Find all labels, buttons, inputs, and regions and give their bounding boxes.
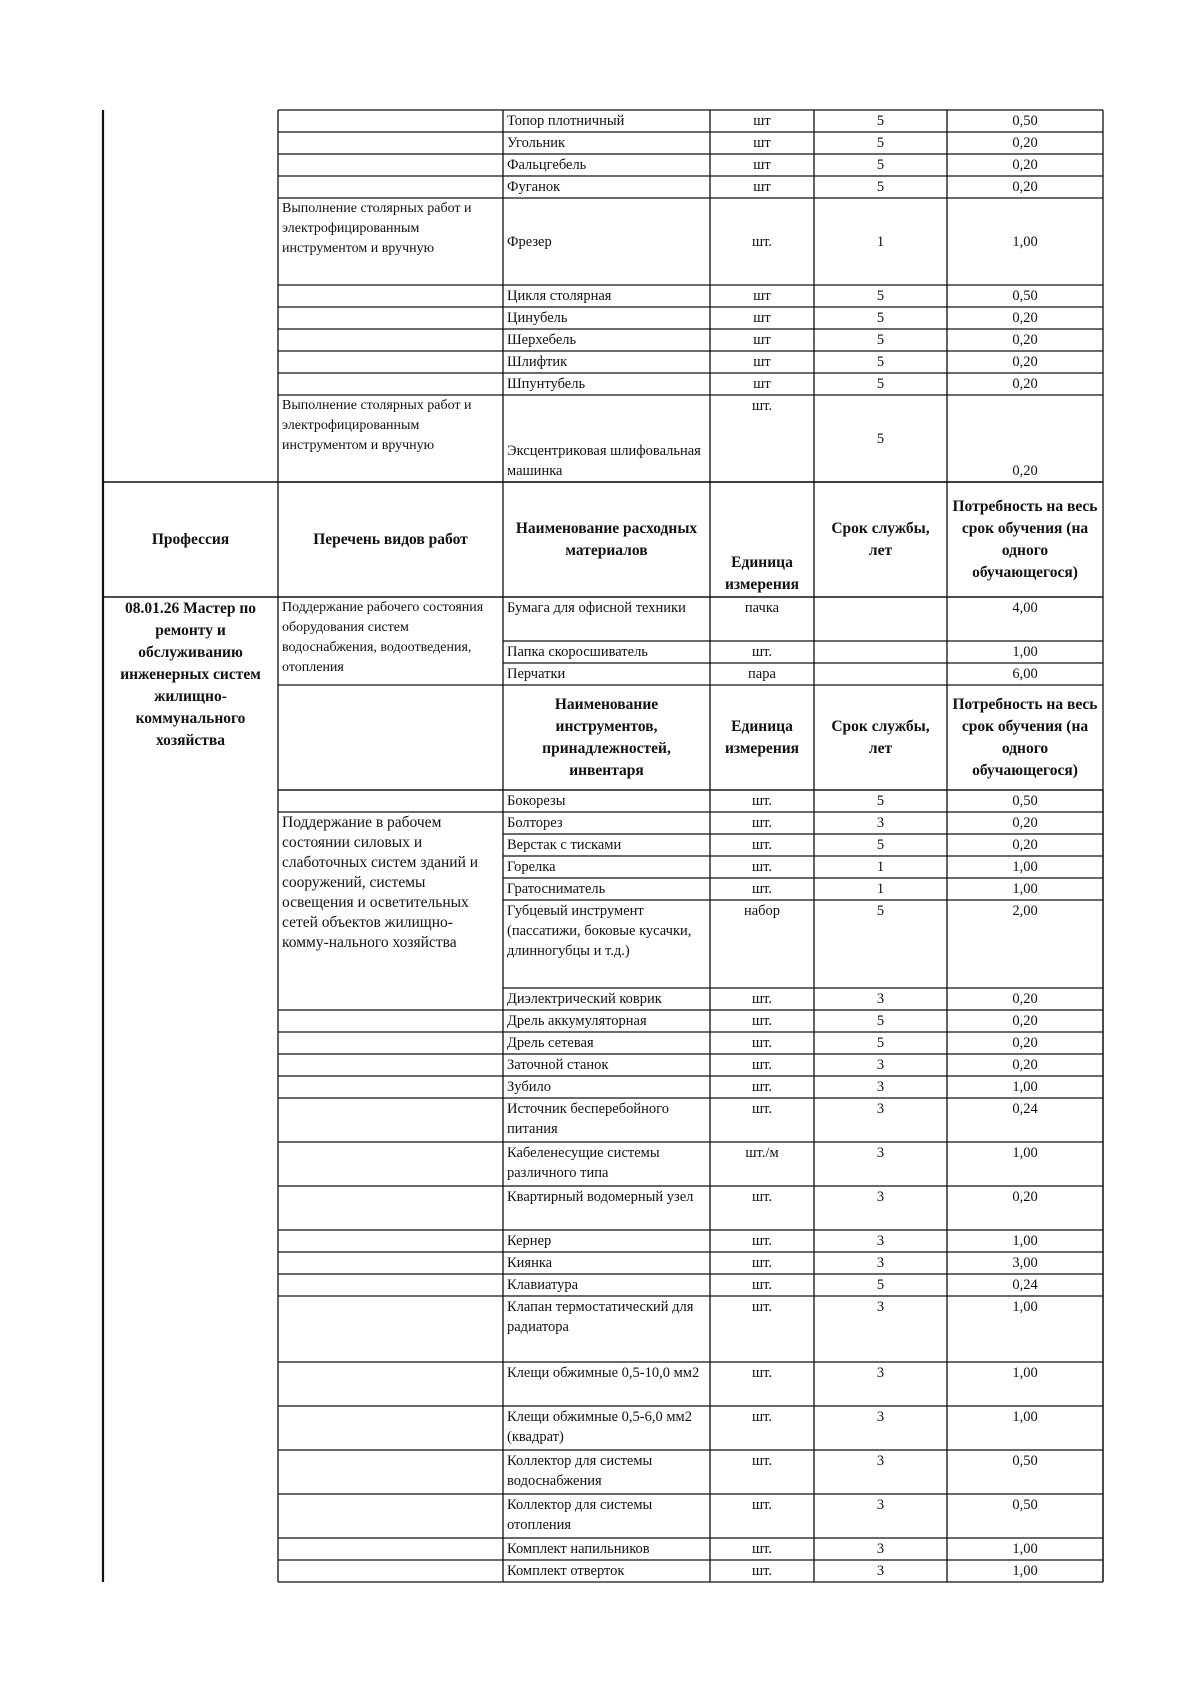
service-life-cell: 3 — [876, 1255, 885, 1271]
tool-name-cell: Клещи обжимные 0,5-10,0 мм2 — [507, 1365, 700, 1381]
service-life-cell: 5 — [876, 354, 885, 370]
requirement-cell: 3,00 — [1012, 1255, 1038, 1271]
unit-cell: шт — [753, 113, 771, 129]
work-type-cell: Поддержание в рабочем состоянии силовых и слаботочных систем зданий и сооружений, системы освещения и осветительных сетей объектов жилищно-комму-нального хозяйства — [282, 814, 479, 951]
service-life-cell: 5 — [876, 837, 885, 853]
item-name-cell: Шпунтубель — [507, 376, 586, 392]
requirement-cell: 0,20 — [1012, 135, 1038, 151]
header-materials: Наименование расходных материалов — [515, 519, 698, 559]
requirement-cell: 1,00 — [1012, 881, 1038, 897]
unit-cell: шт. — [751, 1013, 773, 1029]
tool-name-cell: Кернер — [507, 1233, 552, 1249]
tool-name-cell: Дрель аккумуляторная — [507, 1013, 647, 1029]
material-name-cell: Перчатки — [507, 666, 566, 682]
tool-name-cell: Комплект отверток — [507, 1563, 625, 1579]
requirement-cell: 1,00 — [1012, 233, 1038, 250]
requirement-cell: 0,20 — [1012, 310, 1038, 326]
unit-cell: шт — [753, 332, 771, 348]
tool-name-cell: Клещи обжимные 0,5-6,0 мм2 (квадрат) — [507, 1409, 692, 1445]
tool-name-cell: Киянка — [507, 1255, 553, 1271]
unit-cell: шт. — [751, 1453, 773, 1469]
requirement-cell: 4,00 — [1012, 600, 1038, 616]
service-life-cell: 1 — [876, 859, 885, 875]
tool-name-cell: Зубило — [507, 1079, 551, 1095]
service-life-cell: 3 — [876, 1079, 885, 1095]
service-life-cell: 1 — [876, 881, 885, 897]
header-service-life: Срок службы, лет — [831, 717, 930, 757]
unit-cell: шт. — [751, 859, 773, 875]
requirement-cell: 0,20 — [1012, 837, 1038, 853]
item-name-cell: Шерхебель — [507, 332, 577, 348]
unit-cell: шт. — [751, 1079, 773, 1095]
requirement-cell: 1,00 — [1012, 1409, 1038, 1425]
service-life-cell: 3 — [876, 1497, 885, 1513]
tool-name-cell: Гратосниматель — [507, 881, 606, 897]
service-life-cell: 3 — [876, 815, 885, 831]
item-name-cell: Цикля столярная — [507, 288, 612, 304]
service-life-cell: 3 — [876, 1541, 885, 1557]
tool-name-cell: Комплект напильников — [507, 1541, 650, 1557]
service-life-cell: 5 — [876, 135, 885, 151]
tool-name-cell: Клавиатура — [507, 1277, 579, 1293]
tool-name-cell: Дрель сетевая — [507, 1035, 594, 1051]
service-life-cell: 5 — [876, 179, 885, 195]
header-requirement: Потребность на весь срок обучения (на одного обучающегося) — [952, 695, 1098, 779]
service-life-cell: 3 — [876, 1299, 885, 1315]
tool-name-cell: Коллектор для системы отопления — [507, 1497, 653, 1533]
service-life-cell: 5 — [876, 1013, 885, 1029]
unit-cell: шт. — [751, 1541, 773, 1557]
tool-name-cell: Бокорезы — [507, 793, 566, 809]
service-life-cell: 3 — [876, 1365, 885, 1381]
service-life-cell: 3 — [876, 1145, 885, 1161]
requirement-cell: 0,50 — [1012, 113, 1038, 129]
unit-cell: шт. — [751, 1057, 773, 1073]
unit-cell: пачка — [744, 600, 780, 616]
service-life-cell: 1 — [876, 233, 885, 250]
service-life-cell: 5 — [876, 793, 885, 809]
service-life-cell: 5 — [876, 1035, 885, 1051]
service-life-cell: 3 — [876, 1563, 885, 1579]
work-type-cell: Выполнение столярных работ и электрофицированным инструментом и вручную — [282, 201, 472, 256]
unit-cell: шт — [753, 157, 771, 173]
unit-cell: шт. — [751, 644, 773, 660]
service-life-cell: 3 — [876, 1189, 885, 1205]
service-life-cell: 3 — [876, 991, 885, 1007]
service-life-cell: 5 — [876, 157, 885, 173]
material-name-cell: Папка скоросшиватель — [507, 644, 648, 660]
tool-name-cell: Губцевый инструмент (пассатижи, боковые кусачки, длинногубцы и т.д.) — [507, 903, 692, 959]
requirement-cell: 1,00 — [1012, 1299, 1038, 1315]
requirement-cell: 2,00 — [1012, 903, 1038, 919]
header-tools: Наименование инструментов, принадлежностей, инвентаря — [542, 695, 671, 779]
unit-cell: шт. — [751, 837, 773, 853]
tool-name-cell: Коллектор для системы водоснабжения — [507, 1453, 653, 1489]
item-name-cell: Фуганок — [507, 179, 561, 195]
header-works: Перечень видов работ — [313, 530, 468, 548]
requirement-cell: 0,50 — [1012, 1497, 1038, 1513]
tool-name-cell: Диэлектрический коврик — [507, 991, 662, 1007]
unit-cell: шт. — [751, 1277, 773, 1293]
unit-cell: шт. — [751, 1497, 773, 1513]
requirement-cell: 6,00 — [1012, 666, 1038, 682]
service-life-cell: 3 — [876, 1101, 885, 1117]
item-name-cell: Топор плотничный — [507, 113, 625, 129]
service-life-cell: 5 — [876, 376, 885, 392]
profession-name: 08.01.26 Мастер по ремонту и обслуживанию инженерных систем жилищно-коммунального хозяйства — [120, 600, 261, 749]
unit-cell: шт./м — [745, 1145, 779, 1161]
unit-cell: шт — [753, 135, 771, 151]
unit-cell: шт. — [751, 815, 773, 831]
unit-cell: шт. — [751, 1233, 773, 1249]
requirement-cell: 0,20 — [1012, 157, 1038, 173]
unit-cell: шт. — [751, 1101, 773, 1117]
requirement-cell: 1,00 — [1012, 1563, 1038, 1579]
requirement-cell: 1,00 — [1012, 859, 1038, 875]
requirement-cell: 1,00 — [1012, 1365, 1038, 1381]
requirement-cell: 0,20 — [1012, 179, 1038, 195]
unit-cell: шт. — [751, 1035, 773, 1051]
item-name-cell: Цинубель — [507, 310, 568, 326]
service-life-cell: 5 — [876, 310, 885, 326]
unit-cell: шт. — [751, 398, 773, 414]
requirement-cell: 0,20 — [1012, 1013, 1038, 1029]
requirement-cell: 0,20 — [1012, 815, 1038, 831]
header-profession: Профессия — [151, 530, 230, 548]
work-type-cell: Поддержание рабочего состояния оборудования систем водоснабжения, водоотведения, отопления — [282, 600, 484, 675]
service-life-cell: 3 — [876, 1453, 885, 1469]
requirement-cell: 1,00 — [1012, 1541, 1038, 1557]
unit-cell: шт — [753, 310, 771, 326]
requirement-cell: 0,24 — [1012, 1101, 1038, 1117]
tool-name-cell: Кабеленесущие системы различного типа — [507, 1145, 660, 1181]
unit-cell: шт. — [751, 793, 773, 809]
requirement-cell: 0,20 — [1012, 463, 1038, 479]
unit-cell: шт. — [751, 233, 773, 250]
tool-name-cell: Верстак с тисками — [507, 837, 622, 853]
requirement-cell: 0,50 — [1012, 793, 1038, 809]
service-life-cell: 3 — [876, 1409, 885, 1425]
requirement-cell: 0,50 — [1012, 288, 1038, 304]
tool-name-cell: Горелка — [507, 859, 556, 875]
material-name-cell: Бумага для офисной техники — [507, 600, 686, 616]
requirement-cell: 0,20 — [1012, 1035, 1038, 1051]
requirement-cell: 0,20 — [1012, 376, 1038, 392]
header-unit: Единица измерения — [724, 554, 800, 593]
work-type-cell: Выполнение столярных работ и электрофицированным инструментом и вручную — [282, 398, 472, 453]
tool-name-cell: Клапан термостатический для радиатора — [507, 1299, 694, 1335]
requirement-cell: 0,20 — [1012, 354, 1038, 370]
unit-cell: шт — [753, 376, 771, 392]
header-unit: Единица измерения — [724, 717, 800, 757]
requirement-cell: 1,00 — [1012, 1079, 1038, 1095]
unit-cell: шт — [753, 179, 771, 195]
service-life-cell: 5 — [876, 1277, 885, 1293]
unit-cell: шт — [753, 354, 771, 370]
requirement-cell: 0,50 — [1012, 1453, 1038, 1469]
service-life-cell — [814, 641, 947, 663]
item-name-cell: Шлифтик — [507, 354, 568, 370]
unit-cell: шт. — [751, 881, 773, 897]
requirement-cell: 1,00 — [1012, 1233, 1038, 1249]
unit-cell: пара — [748, 666, 776, 682]
unit-cell: шт. — [751, 1255, 773, 1271]
service-life-cell — [814, 597, 947, 641]
unit-cell: шт. — [751, 1409, 773, 1425]
service-life-cell — [814, 663, 947, 685]
unit-cell: шт. — [751, 1563, 773, 1579]
requirement-cell: 0,20 — [1012, 1189, 1038, 1205]
service-life-cell: 5 — [876, 332, 885, 348]
tool-name-cell: Болторез — [507, 815, 563, 831]
service-life-cell: 5 — [876, 113, 885, 129]
tool-name-cell: Квартирный водомерный узел — [507, 1189, 694, 1205]
item-name-cell: Фальцгебель — [507, 157, 587, 173]
unit-cell: шт. — [751, 1365, 773, 1381]
requirement-cell: 1,00 — [1012, 1145, 1038, 1161]
unit-cell: шт — [753, 288, 771, 304]
service-life-cell: 5 — [876, 903, 885, 919]
unit-cell: шт. — [751, 1299, 773, 1315]
requirement-cell: 0,20 — [1012, 991, 1038, 1007]
requirement-cell: 0,20 — [1012, 1057, 1038, 1073]
requirement-cell: 0,20 — [1012, 332, 1038, 348]
unit-cell: набор — [743, 903, 781, 919]
item-name-cell: Эксцентриковая шлифовальная машинка — [507, 443, 701, 479]
service-life-cell: 3 — [876, 1057, 885, 1073]
item-name-cell: Угольник — [507, 135, 566, 151]
tool-name-cell: Источник бесперебойного питания — [507, 1101, 669, 1137]
service-life-cell: 5 — [876, 430, 885, 447]
header-service-life: Срок службы, лет — [831, 519, 930, 559]
item-name-cell: Фрезер — [507, 233, 552, 250]
requirement-cell: 0,24 — [1012, 1277, 1038, 1293]
service-life-cell: 3 — [876, 1233, 885, 1249]
requirement-cell: 1,00 — [1012, 644, 1038, 660]
unit-cell: шт. — [751, 991, 773, 1007]
unit-cell: шт. — [751, 1189, 773, 1205]
service-life-cell: 5 — [876, 288, 885, 304]
tool-name-cell: Заточной станок — [507, 1057, 609, 1073]
header-requirement: Потребность на весь срок обучения (на одного обучающегося) — [952, 497, 1098, 581]
